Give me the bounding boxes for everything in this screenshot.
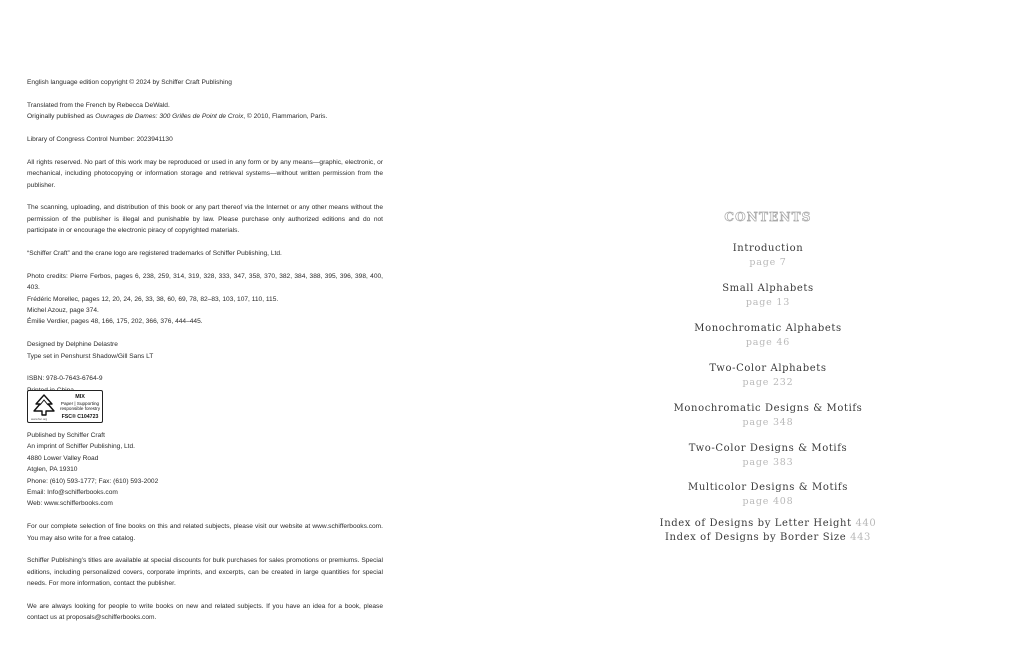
toc-entry-page: page 348 bbox=[742, 417, 794, 428]
fsc-tree-icon bbox=[31, 393, 57, 417]
publisher-line: Phone: (610) 593-1777; Fax: (610) 593-2002 bbox=[27, 477, 159, 485]
credit-line: Frédéric Morellec, pages 12, 20, 24, 26, 33, 38, 60, 69, 78, 82–83, 103, 107, 110, 115. bbox=[27, 295, 279, 303]
copyright-block bbox=[27, 77, 383, 396]
publisher-line: Published by Schiffer Craft bbox=[27, 432, 105, 439]
publisher-line: 4880 Lower Valley Road bbox=[27, 454, 99, 462]
original-publication-line bbox=[27, 111, 383, 122]
scanning-paragraph: The scanning, uploading, and distribution of this book or any part thereof via the Internet or any other means without the permission of the publisher is illegal and punishable by law. Please purchase only authorized editions and do not participate in or encourage the electronic piracy of copyrighted materials. bbox=[27, 204, 383, 235]
publisher-block bbox=[27, 430, 383, 624]
contents-title: CONTENTS bbox=[724, 210, 812, 224]
trademark-line: “Schiffer Craft” and the crane logo are registered trademarks of Schiffer Publishing, Ltd. bbox=[27, 250, 282, 258]
toc-entry-title: Small Alphabets bbox=[722, 283, 814, 294]
toc-entry-title: Two-Color Designs & Motifs bbox=[688, 443, 848, 454]
toc-entry-title: Introduction bbox=[732, 243, 804, 254]
toc-entry-page: page 13 bbox=[745, 297, 791, 308]
toc-index-title: Index of Designs by Letter Height bbox=[659, 518, 852, 529]
fsc-line1: Paper | Supporting bbox=[60, 400, 100, 406]
fsc-web: www.fsc.org bbox=[31, 417, 48, 421]
orig-suffix: , © 2010, Flammarion, Paris. bbox=[243, 113, 328, 121]
toc-entry-title: Multicolor Designs & Motifs bbox=[688, 482, 848, 493]
toc-entry-page: page 7 bbox=[749, 257, 787, 268]
toc-index-title: Index of Designs by Border Size bbox=[664, 532, 847, 543]
fsc-code: FSC® C104723 bbox=[61, 414, 99, 420]
edition-line: English language edition copyright © 2024 by Schiffer Craft Publishing bbox=[27, 79, 232, 86]
fsc-mix: MIX bbox=[75, 394, 85, 400]
rights-paragraph: All rights reserved. No part of this work may be reproduced or used in any form or by any means—graphic, electronic, or mechanical, including photocopying or information storage and retrieval systems—without written permission from the publisher. bbox=[27, 158, 383, 189]
translated-line: Translated from the French by Rebecca DeWald. bbox=[27, 101, 170, 109]
credit-line: Photo credits: Pierre Ferbos, pages 6, 238, 259, 314, 319, 328, 333, 347, 358, 370, 382, 384, 388, 395, 396, 398, 400, 403. bbox=[27, 272, 383, 292]
credit-line: Michel Azouz, page 374. bbox=[27, 307, 99, 315]
toc-entry-page: page 383 bbox=[742, 457, 794, 468]
publisher-line: An imprint of Schiffer Publishing, Ltd. bbox=[27, 443, 135, 451]
publisher-line: Atglen, PA 19310 bbox=[27, 466, 78, 474]
toc-entry-title: Monochromatic Designs & Motifs bbox=[673, 403, 863, 414]
toc-index-entry bbox=[512, 532, 1024, 543]
toc-index-page: 440 bbox=[855, 518, 877, 529]
authors-paragraph: We are always looking for people to write books on new and related subjects. If you have an idea for a book, please contact us at proposals@schifferbooks.com. bbox=[27, 603, 383, 622]
selection-paragraph: For our complete selection of fine books on this and related subjects, please visit our website at www.schifferbooks.com. You may also write for a free catalog. bbox=[27, 523, 383, 542]
publisher-line: Email: Info@schifferbooks.com bbox=[27, 489, 118, 497]
typeset-line: Type set in Penshurst Shadow/Gill Sans LT bbox=[27, 352, 154, 360]
fsc-logo bbox=[27, 390, 103, 423]
toc-entry-title: Two-Color Alphabets bbox=[709, 363, 827, 374]
toc-entry-page: page 232 bbox=[742, 377, 794, 388]
publisher-line: Web: www.schifferbooks.com bbox=[27, 500, 113, 508]
fsc-line2: responsible forestry bbox=[59, 406, 101, 412]
designer-line: Designed by Delphine Delastre bbox=[27, 341, 118, 349]
toc-entry-page: page 46 bbox=[745, 337, 791, 348]
toc-entry-title: Monochromatic Alphabets bbox=[694, 323, 842, 334]
loc-line: Library of Congress Control Number: 2023941130 bbox=[27, 136, 173, 143]
contents-page bbox=[512, 0, 1024, 649]
toc-index-entry bbox=[512, 518, 1024, 529]
toc-index-page: 443 bbox=[850, 532, 871, 543]
discounts-paragraph: Schiffer Publishing’s titles are available at special discounts for bulk purchases for sales promotions or premiums. Special editions, including personalized covers, corporate imprints, and excerpts, can be created in large quantities for special needs. For more information, contact the publisher. bbox=[27, 557, 383, 588]
fsc-text bbox=[58, 394, 102, 412]
isbn-line: ISBN: 978-0-7643-6764-9 bbox=[27, 375, 103, 383]
toc-entry-page: page 408 bbox=[742, 496, 794, 507]
credit-line: Émilie Verdier, pages 48, 166, 175, 202, 366, 376, 444–445. bbox=[27, 318, 203, 326]
orig-prefix: Originally published as bbox=[27, 113, 96, 121]
orig-title: Ouvrages de Dames: 300 Grilles de Point de Croix bbox=[95, 113, 244, 121]
